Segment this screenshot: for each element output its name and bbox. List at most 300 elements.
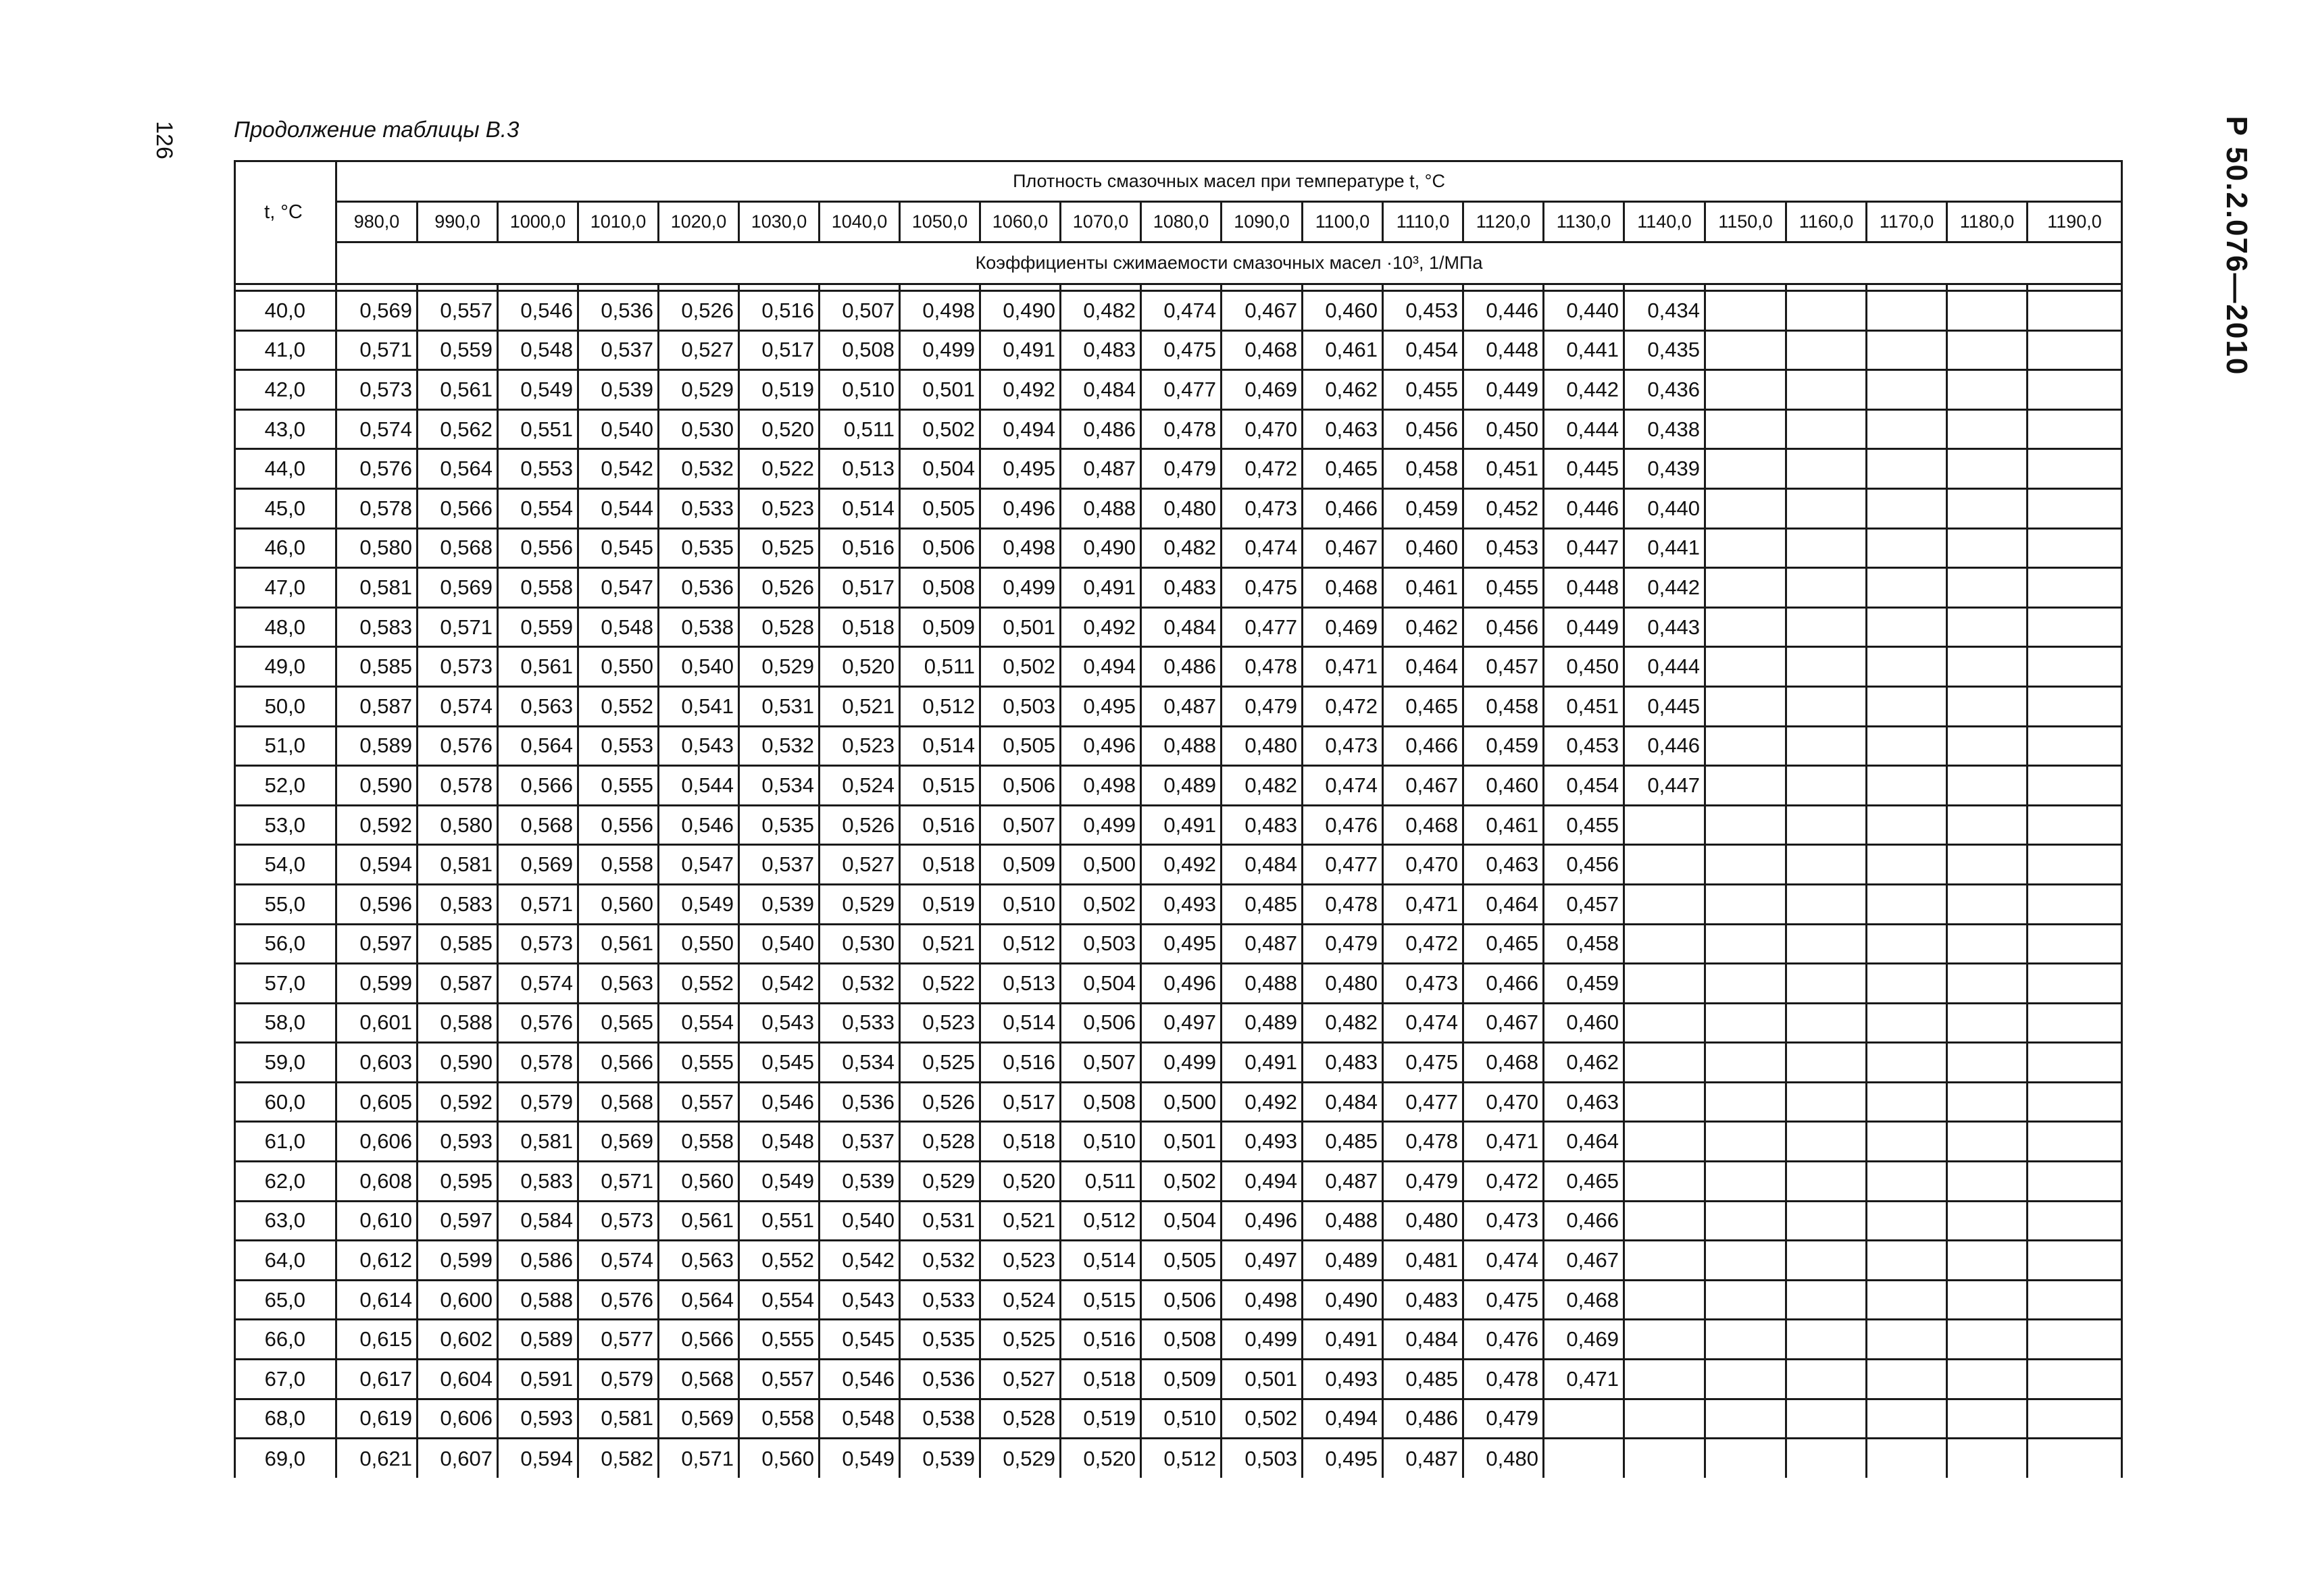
coefficient-cell <box>1867 964 1947 1004</box>
coefficient-cell <box>1947 1280 2028 1320</box>
coefficient-cell: 0,458 <box>1463 686 1544 726</box>
coefficient-cell <box>2028 1201 2122 1241</box>
coefficient-cell <box>1786 291 1867 331</box>
coefficient-cell: 0,460 <box>1463 766 1544 806</box>
coefficient-cell: 0,597 <box>418 1201 498 1241</box>
coefficient-cell: 0,563 <box>659 1241 739 1281</box>
coefficient-cell: 0,483 <box>1141 568 1222 608</box>
coefficient-cell: 0,466 <box>1463 964 1544 1004</box>
coefficient-cell: 0,503 <box>980 686 1061 726</box>
coefficient-cell: 0,509 <box>980 845 1061 885</box>
coefficient-cell <box>1786 1280 1867 1320</box>
coefficient-cell: 0,552 <box>578 686 659 726</box>
coefficient-cell: 0,465 <box>1303 449 1383 489</box>
coefficient-cell <box>1867 805 1947 845</box>
coefficient-cell: 0,532 <box>739 726 820 766</box>
coefficient-cell: 0,500 <box>1141 1082 1222 1122</box>
coefficient-cell: 0,555 <box>659 1043 739 1083</box>
coefficient-cell: 0,531 <box>739 686 820 726</box>
coefficient-cell <box>1705 884 1786 924</box>
coefficient-cell: 0,597 <box>336 924 418 964</box>
coefficient-cell: 0,560 <box>659 1162 739 1202</box>
coefficient-cell: 0,474 <box>1141 291 1222 331</box>
coefficient-cell: 0,475 <box>1222 568 1303 608</box>
coefficient-cell <box>1705 1439 1786 1478</box>
density-column-header: 1170,0 <box>1867 202 1947 242</box>
temperature-cell: 42,0 <box>235 370 336 410</box>
coefficient-cell <box>1947 884 2028 924</box>
coefficient-cell: 0,488 <box>1222 964 1303 1004</box>
coefficient-cell: 0,507 <box>820 291 900 331</box>
coefficient-cell <box>1867 1360 1947 1399</box>
coefficient-cell <box>1867 607 1947 647</box>
coefficient-cell: 0,508 <box>1061 1082 1141 1122</box>
coefficient-cell <box>1624 1439 1705 1478</box>
coefficient-cell <box>1867 1003 1947 1043</box>
coefficient-cell: 0,583 <box>498 1162 578 1202</box>
coefficient-cell: 0,573 <box>418 647 498 687</box>
coefficient-cell <box>1867 1082 1947 1122</box>
coefficient-cell: 0,561 <box>418 370 498 410</box>
coefficient-cell: 0,495 <box>980 449 1061 489</box>
coefficient-cell: 0,527 <box>659 330 739 370</box>
coefficient-cell: 0,607 <box>418 1439 498 1478</box>
coefficient-cell <box>1786 1082 1867 1122</box>
temperature-cell: 47,0 <box>235 568 336 608</box>
coefficient-cell: 0,574 <box>498 964 578 1004</box>
coefficient-cell: 0,559 <box>418 330 498 370</box>
header-separator <box>235 284 2122 291</box>
density-column-header: 1130,0 <box>1544 202 1624 242</box>
coefficient-cell: 0,484 <box>1222 845 1303 885</box>
coefficient-cell: 0,510 <box>820 370 900 410</box>
temperature-cell: 54,0 <box>235 845 336 885</box>
temperature-cell: 67,0 <box>235 1360 336 1399</box>
coefficient-cell: 0,506 <box>1141 1280 1222 1320</box>
coefficient-cell: 0,529 <box>739 647 820 687</box>
coefficient-cell: 0,543 <box>659 726 739 766</box>
coefficient-cell <box>2028 1003 2122 1043</box>
coefficient-cell <box>2028 964 2122 1004</box>
coefficient-cell: 0,590 <box>336 766 418 806</box>
coefficient-cell: 0,543 <box>820 1280 900 1320</box>
temperature-cell: 64,0 <box>235 1241 336 1281</box>
coefficient-cell <box>2028 884 2122 924</box>
coefficient-cell: 0,490 <box>980 291 1061 331</box>
temperature-cell: 49,0 <box>235 647 336 687</box>
coefficient-cell <box>1705 370 1786 410</box>
coefficient-cell: 0,532 <box>900 1241 980 1281</box>
coefficient-cell: 0,537 <box>578 330 659 370</box>
coefficient-cell: 0,482 <box>1222 766 1303 806</box>
coefficient-cell: 0,560 <box>739 1439 820 1478</box>
coefficient-cell <box>1786 766 1867 806</box>
coefficient-cell: 0,568 <box>498 805 578 845</box>
coefficient-cell <box>1947 1439 2028 1478</box>
coefficient-cell: 0,501 <box>1141 1122 1222 1162</box>
coefficient-cell <box>2028 1082 2122 1122</box>
coefficient-cell: 0,498 <box>980 528 1061 568</box>
coefficient-cell: 0,450 <box>1463 409 1544 449</box>
coefficient-cell: 0,523 <box>900 1003 980 1043</box>
coefficient-cell: 0,464 <box>1463 884 1544 924</box>
coefficient-cell: 0,574 <box>578 1241 659 1281</box>
coefficient-cell: 0,506 <box>900 528 980 568</box>
coefficient-cell: 0,573 <box>336 370 418 410</box>
coefficient-cell: 0,438 <box>1624 409 1705 449</box>
coefficient-cell: 0,606 <box>336 1122 418 1162</box>
coefficient-cell <box>1705 409 1786 449</box>
coefficient-cell: 0,467 <box>1222 291 1303 331</box>
density-column-header: 1180,0 <box>1947 202 2028 242</box>
coefficient-cell: 0,488 <box>1061 488 1141 528</box>
density-column-header: 1070,0 <box>1061 202 1141 242</box>
coefficient-cell: 0,538 <box>659 607 739 647</box>
coefficient-cell: 0,536 <box>578 291 659 331</box>
coefficient-header: Коэффициенты сжимаемости смазочных масел ·10³, 1/МПа <box>336 242 2122 284</box>
coefficient-cell: 0,460 <box>1544 1003 1624 1043</box>
table-row <box>235 370 2122 410</box>
coefficient-cell: 0,558 <box>578 845 659 885</box>
coefficient-cell <box>1705 568 1786 608</box>
coefficient-cell: 0,462 <box>1303 370 1383 410</box>
temperature-column-header: t, °C <box>235 161 336 284</box>
coefficient-cell: 0,475 <box>1463 1280 1544 1320</box>
coefficient-cell: 0,529 <box>980 1439 1061 1478</box>
table-row <box>235 330 2122 370</box>
coefficient-cell <box>1867 884 1947 924</box>
coefficient-cell: 0,558 <box>498 568 578 608</box>
coefficient-cell: 0,516 <box>980 1043 1061 1083</box>
coefficient-cell: 0,458 <box>1544 924 1624 964</box>
coefficient-cell: 0,536 <box>820 1082 900 1122</box>
coefficient-cell: 0,468 <box>1383 805 1463 845</box>
table-row <box>235 1439 2122 1478</box>
coefficient-cell <box>1705 607 1786 647</box>
coefficient-cell <box>1947 1043 2028 1083</box>
coefficient-cell: 0,546 <box>820 1360 900 1399</box>
coefficient-cell: 0,538 <box>900 1399 980 1439</box>
coefficient-cell <box>1786 964 1867 1004</box>
coefficient-cell: 0,479 <box>1383 1162 1463 1202</box>
density-column-header: 1060,0 <box>980 202 1061 242</box>
coefficient-cell: 0,581 <box>498 1122 578 1162</box>
coefficient-cell: 0,483 <box>1383 1280 1463 1320</box>
coefficient-cell: 0,493 <box>1141 884 1222 924</box>
coefficient-cell: 0,554 <box>659 1003 739 1043</box>
coefficient-cell: 0,434 <box>1624 291 1705 331</box>
coefficient-cell: 0,549 <box>498 370 578 410</box>
coefficient-cell: 0,475 <box>1141 330 1222 370</box>
table-row <box>235 1122 2122 1162</box>
coefficient-cell: 0,498 <box>1061 766 1141 806</box>
coefficient-cell: 0,512 <box>1141 1439 1222 1478</box>
coefficient-cell: 0,473 <box>1222 488 1303 528</box>
coefficient-cell <box>1624 1399 1705 1439</box>
table-row <box>235 1043 2122 1083</box>
coefficient-cell <box>1867 1320 1947 1360</box>
coefficient-cell <box>1786 330 1867 370</box>
coefficient-cell: 0,528 <box>980 1399 1061 1439</box>
coefficient-cell: 0,496 <box>1141 964 1222 1004</box>
coefficient-cell: 0,548 <box>498 330 578 370</box>
coefficient-cell: 0,488 <box>1303 1201 1383 1241</box>
coefficient-cell: 0,546 <box>739 1082 820 1122</box>
coefficient-cell: 0,568 <box>578 1082 659 1122</box>
coefficient-cell: 0,521 <box>980 1201 1061 1241</box>
coefficient-cell <box>1867 1399 1947 1439</box>
coefficient-cell <box>1867 291 1947 331</box>
coefficient-cell: 0,535 <box>659 528 739 568</box>
coefficient-cell: 0,462 <box>1544 1043 1624 1083</box>
coefficient-cell: 0,462 <box>1383 607 1463 647</box>
coefficient-cell: 0,486 <box>1061 409 1141 449</box>
coefficient-cell: 0,591 <box>498 1360 578 1399</box>
coefficient-cell: 0,571 <box>659 1439 739 1478</box>
coefficient-cell <box>1786 1439 1867 1478</box>
temperature-cell: 56,0 <box>235 924 336 964</box>
coefficient-cell <box>1705 805 1786 845</box>
coefficient-cell: 0,456 <box>1544 845 1624 885</box>
coefficient-cell: 0,477 <box>1303 845 1383 885</box>
coefficient-cell: 0,487 <box>1061 449 1141 489</box>
coefficient-cell: 0,479 <box>1463 1399 1544 1439</box>
coefficient-cell <box>1947 964 2028 1004</box>
coefficient-cell: 0,490 <box>1303 1280 1383 1320</box>
temperature-cell: 68,0 <box>235 1399 336 1439</box>
coefficient-cell: 0,588 <box>418 1003 498 1043</box>
coefficient-cell: 0,467 <box>1383 766 1463 806</box>
coefficient-cell: 0,496 <box>1222 1201 1303 1241</box>
coefficient-cell: 0,555 <box>739 1320 820 1360</box>
coefficient-cell: 0,580 <box>418 805 498 845</box>
density-column-header: 1080,0 <box>1141 202 1222 242</box>
density-column-header: 1090,0 <box>1222 202 1303 242</box>
coefficient-cell <box>1867 766 1947 806</box>
coefficient-cell: 0,491 <box>1061 568 1141 608</box>
table-row <box>235 1201 2122 1241</box>
coefficient-cell: 0,589 <box>498 1320 578 1360</box>
coefficient-cell: 0,511 <box>900 647 980 687</box>
coefficient-cell <box>1624 1360 1705 1399</box>
coefficient-cell: 0,499 <box>1061 805 1141 845</box>
table-row <box>235 766 2122 806</box>
coefficient-cell: 0,484 <box>1303 1082 1383 1122</box>
coefficient-cell <box>1705 766 1786 806</box>
temperature-cell: 46,0 <box>235 528 336 568</box>
coefficient-cell <box>1705 1162 1786 1202</box>
coefficient-cell: 0,573 <box>578 1201 659 1241</box>
coefficient-cell <box>1705 1280 1786 1320</box>
coefficient-cell: 0,540 <box>739 924 820 964</box>
coefficient-cell: 0,566 <box>498 766 578 806</box>
coefficient-cell: 0,557 <box>659 1082 739 1122</box>
coefficient-cell: 0,466 <box>1383 726 1463 766</box>
coefficient-cell: 0,448 <box>1463 330 1544 370</box>
coefficient-cell: 0,469 <box>1544 1320 1624 1360</box>
coefficient-cell: 0,463 <box>1303 409 1383 449</box>
coefficient-cell: 0,523 <box>980 1241 1061 1281</box>
coefficient-cell: 0,447 <box>1624 766 1705 806</box>
coefficient-cell <box>1705 1399 1786 1439</box>
temperature-cell: 65,0 <box>235 1280 336 1320</box>
density-column-header: 1110,0 <box>1383 202 1463 242</box>
density-column-header: 1010,0 <box>578 202 659 242</box>
coefficient-cell <box>1867 1122 1947 1162</box>
coefficient-cell: 0,533 <box>659 488 739 528</box>
coefficient-cell: 0,453 <box>1463 528 1544 568</box>
coefficient-cell: 0,489 <box>1222 1003 1303 1043</box>
coefficient-cell: 0,581 <box>336 568 418 608</box>
coefficient-cell: 0,561 <box>498 647 578 687</box>
coefficient-cell <box>1867 330 1947 370</box>
temperature-cell: 60,0 <box>235 1082 336 1122</box>
density-column-header: 1100,0 <box>1303 202 1383 242</box>
coefficient-cell: 0,513 <box>980 964 1061 1004</box>
coefficient-cell: 0,549 <box>659 884 739 924</box>
coefficient-cell <box>1867 647 1947 687</box>
coefficient-cell: 0,518 <box>900 845 980 885</box>
coefficient-cell <box>1947 330 2028 370</box>
coefficient-cell: 0,446 <box>1463 291 1544 331</box>
coefficient-cell <box>1947 528 2028 568</box>
coefficient-cell <box>1786 1320 1867 1360</box>
coefficient-cell: 0,499 <box>1141 1043 1222 1083</box>
coefficient-cell <box>1624 1241 1705 1281</box>
coefficient-cell: 0,480 <box>1222 726 1303 766</box>
coefficient-cell <box>1786 805 1867 845</box>
coefficient-cell <box>1947 291 2028 331</box>
coefficient-cell: 0,528 <box>900 1122 980 1162</box>
coefficient-cell: 0,501 <box>1222 1360 1303 1399</box>
coefficient-cell <box>1786 1241 1867 1281</box>
coefficient-cell: 0,571 <box>336 330 418 370</box>
coefficient-cell: 0,482 <box>1303 1003 1383 1043</box>
coefficient-cell: 0,571 <box>578 1162 659 1202</box>
coefficient-cell <box>1867 1241 1947 1281</box>
coefficient-cell <box>1786 568 1867 608</box>
coefficient-cell: 0,542 <box>739 964 820 1004</box>
density-column-header: 1000,0 <box>498 202 578 242</box>
coefficient-cell <box>2028 330 2122 370</box>
coefficient-cell: 0,520 <box>1061 1439 1141 1478</box>
coefficient-cell <box>1867 370 1947 410</box>
coefficient-cell: 0,502 <box>1141 1162 1222 1202</box>
coefficient-cell: 0,455 <box>1383 370 1463 410</box>
coefficient-cell: 0,541 <box>659 686 739 726</box>
coefficient-cell: 0,460 <box>1383 528 1463 568</box>
coefficient-cell: 0,495 <box>1141 924 1222 964</box>
coefficient-cell <box>1624 1122 1705 1162</box>
density-column-header: 980,0 <box>336 202 418 242</box>
coefficient-cell: 0,465 <box>1544 1162 1624 1202</box>
coefficient-cell: 0,576 <box>418 726 498 766</box>
coefficient-cell <box>1624 1201 1705 1241</box>
coefficient-cell <box>1947 1360 2028 1399</box>
coefficient-cell <box>1947 1162 2028 1202</box>
coefficient-cell: 0,535 <box>900 1320 980 1360</box>
table-row <box>235 845 2122 885</box>
coefficient-cell: 0,529 <box>900 1162 980 1202</box>
coefficient-cell: 0,446 <box>1544 488 1624 528</box>
coefficient-cell: 0,583 <box>418 884 498 924</box>
table-row <box>235 647 2122 687</box>
coefficient-cell: 0,534 <box>820 1043 900 1083</box>
coefficient-cell: 0,563 <box>498 686 578 726</box>
coefficient-cell: 0,512 <box>1061 1201 1141 1241</box>
coefficient-cell <box>1867 845 1947 885</box>
coefficient-cell: 0,480 <box>1303 964 1383 1004</box>
coefficient-cell: 0,468 <box>1463 1043 1544 1083</box>
coefficient-cell: 0,435 <box>1624 330 1705 370</box>
coefficient-cell: 0,539 <box>820 1162 900 1202</box>
coefficient-cell: 0,472 <box>1303 686 1383 726</box>
density-column-header: 990,0 <box>418 202 498 242</box>
table-row <box>235 528 2122 568</box>
table-row <box>235 1162 2122 1202</box>
coefficient-cell: 0,596 <box>336 884 418 924</box>
coefficient-cell: 0,556 <box>498 528 578 568</box>
temperature-cell: 41,0 <box>235 330 336 370</box>
coefficient-cell <box>1705 1082 1786 1122</box>
coefficient-cell: 0,486 <box>1141 647 1222 687</box>
table-row <box>235 1360 2122 1399</box>
coefficient-cell: 0,568 <box>418 528 498 568</box>
coefficient-cell: 0,533 <box>900 1280 980 1320</box>
coefficient-cell: 0,472 <box>1463 1162 1544 1202</box>
table-row <box>235 449 2122 489</box>
coefficient-cell: 0,457 <box>1463 647 1544 687</box>
coefficient-cell <box>1867 686 1947 726</box>
coefficient-cell: 0,461 <box>1303 330 1383 370</box>
coefficient-cell: 0,542 <box>578 449 659 489</box>
table-row <box>235 1399 2122 1439</box>
coefficient-cell: 0,467 <box>1303 528 1383 568</box>
coefficient-cell: 0,454 <box>1544 766 1624 806</box>
coefficient-cell: 0,481 <box>1383 1241 1463 1281</box>
coefficient-cell: 0,569 <box>336 291 418 331</box>
coefficient-cell <box>1947 1201 2028 1241</box>
coefficient-cell <box>1705 1241 1786 1281</box>
coefficient-cell: 0,499 <box>900 330 980 370</box>
coefficient-cell: 0,503 <box>1222 1439 1303 1478</box>
coefficient-cell: 0,530 <box>659 409 739 449</box>
coefficient-cell: 0,579 <box>578 1360 659 1399</box>
coefficient-cell: 0,476 <box>1303 805 1383 845</box>
coefficient-cell <box>1786 1003 1867 1043</box>
coefficient-cell: 0,492 <box>1141 845 1222 885</box>
coefficient-cell <box>1705 1043 1786 1083</box>
coefficient-cell: 0,475 <box>1383 1043 1463 1083</box>
coefficient-cell <box>1705 330 1786 370</box>
coefficient-cell: 0,535 <box>739 805 820 845</box>
coefficient-cell <box>1624 805 1705 845</box>
coefficient-cell: 0,585 <box>418 924 498 964</box>
coefficient-cell: 0,484 <box>1061 370 1141 410</box>
table-row <box>235 488 2122 528</box>
coefficient-cell: 0,520 <box>980 1162 1061 1202</box>
coefficient-cell: 0,584 <box>498 1201 578 1241</box>
coefficient-cell <box>1947 766 2028 806</box>
coefficient-cell: 0,482 <box>1141 528 1222 568</box>
coefficient-cell: 0,493 <box>1222 1122 1303 1162</box>
coefficient-cell: 0,533 <box>820 1003 900 1043</box>
coefficient-cell <box>1705 647 1786 687</box>
coefficient-cell: 0,610 <box>336 1201 418 1241</box>
coefficient-cell <box>1786 845 1867 885</box>
coefficient-cell: 0,471 <box>1463 1122 1544 1162</box>
coefficient-cell <box>1705 528 1786 568</box>
